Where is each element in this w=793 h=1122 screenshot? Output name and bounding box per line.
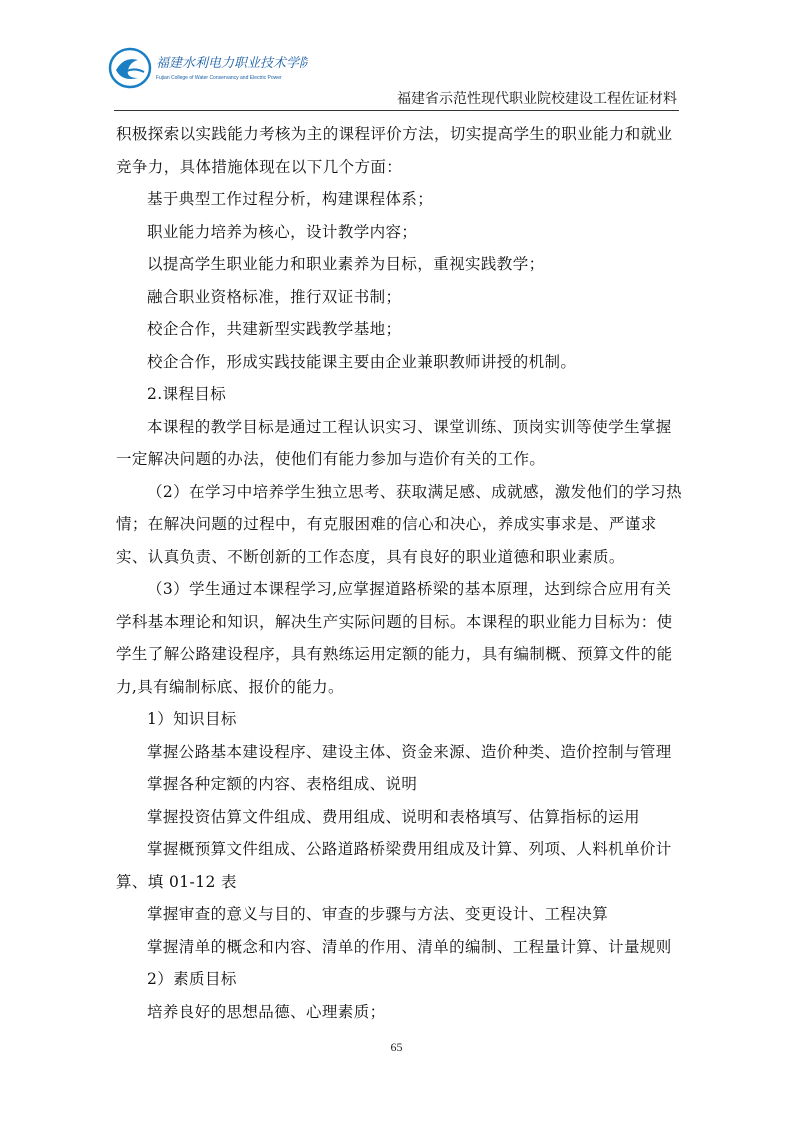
- paragraph: 掌握投资估算文件组成、费用组成、说明和表格填写、估算指标的运用: [147, 807, 640, 826]
- paragraph: 掌握各种定额的内容、表格组成、说明: [147, 775, 418, 793]
- paragraph: 融合职业资格标准，推行双证书制；: [147, 287, 402, 306]
- paragraph: 基于典型工作过程分析，构建课程体系；: [147, 190, 434, 208]
- paragraph: （2）在学习中培养学生独立思考、获取满足感、成就感，激发他们的学习热情；在解决问题的过程中，有克服困难的信心和决心，养成实事求是、严谨求实、认真负责、不断创新的工作态度，具有良好的职业道德和职业素质。: [116, 482, 682, 566]
- paragraph: 职业能力培养为核心，设计教学内容；: [147, 222, 418, 241]
- paragraph: 校企合作，共建新型实践教学基地；: [147, 320, 402, 338]
- paragraph: 2.课程目标: [147, 385, 227, 403]
- header-title: 福建省示范性现代职业院校建设工程佐证材料: [397, 91, 677, 107]
- paragraph: 掌握清单的概念和内容、清单的作用、清单的编制、工程量计算、计量规则: [147, 937, 672, 956]
- paragraph: 本课程的教学目标是通过工程认识实习、课堂训练、顶岗实训等使学生掌握一定解决问题的办法，使他们有能力参加与造价有关的工作。: [116, 417, 672, 468]
- paragraph: 校企合作，形成实践技能课主要由企业兼职教师讲授的机制。: [147, 352, 577, 371]
- logo-text-en: Fujian College of Water Conservancy and Electric Power: [156, 75, 282, 81]
- paragraph: 积极探索以实践能力考核为主的课程评价方法，切实提高学生的职业能力和就业竞争力，具体措施体现在以下几个方面：: [116, 125, 673, 176]
- college-logo-graphic: [108, 46, 308, 90]
- header-divider: [114, 110, 679, 111]
- paragraph: 培养良好的思想品德、心理素质；: [147, 1002, 386, 1021]
- page-number: 65: [390, 1040, 403, 1054]
- paragraph: 掌握概预算文件组成、公路道路桥梁费用组成及计算、列项、人料机单价计算、填 01-12 表: [116, 840, 672, 891]
- document-body: [116, 118, 686, 1028]
- college-logo: [108, 46, 308, 90]
- paragraph: 掌握公路基本建设程序、建设主体、资金来源、造价种类、造价控制与管理: [147, 742, 672, 761]
- logo-text-cn: 福建水利电力职业技术学院: [156, 56, 308, 71]
- paragraph: 2）素质目标: [147, 970, 237, 988]
- paragraph: 以提高学生职业能力和职业素养为目标，重视实践教学；: [147, 255, 545, 273]
- paragraph: 1）知识目标: [147, 710, 237, 728]
- paragraph: 掌握审查的意义与目的、审查的步骤与方法、变更设计、工程决算: [147, 905, 609, 923]
- paragraph: （3）学生通过本课程学习,应掌握道路桥梁的基本原理，达到综合应用有关学科基本理论和知识，解决生产实际问题的目标。本课程的职业能力目标为：使学生了解公路建设程序，具有熟练运用定额的能力，具有编制概、预算文件的能力,具有编制标底、报价的能力。: [116, 580, 673, 696]
